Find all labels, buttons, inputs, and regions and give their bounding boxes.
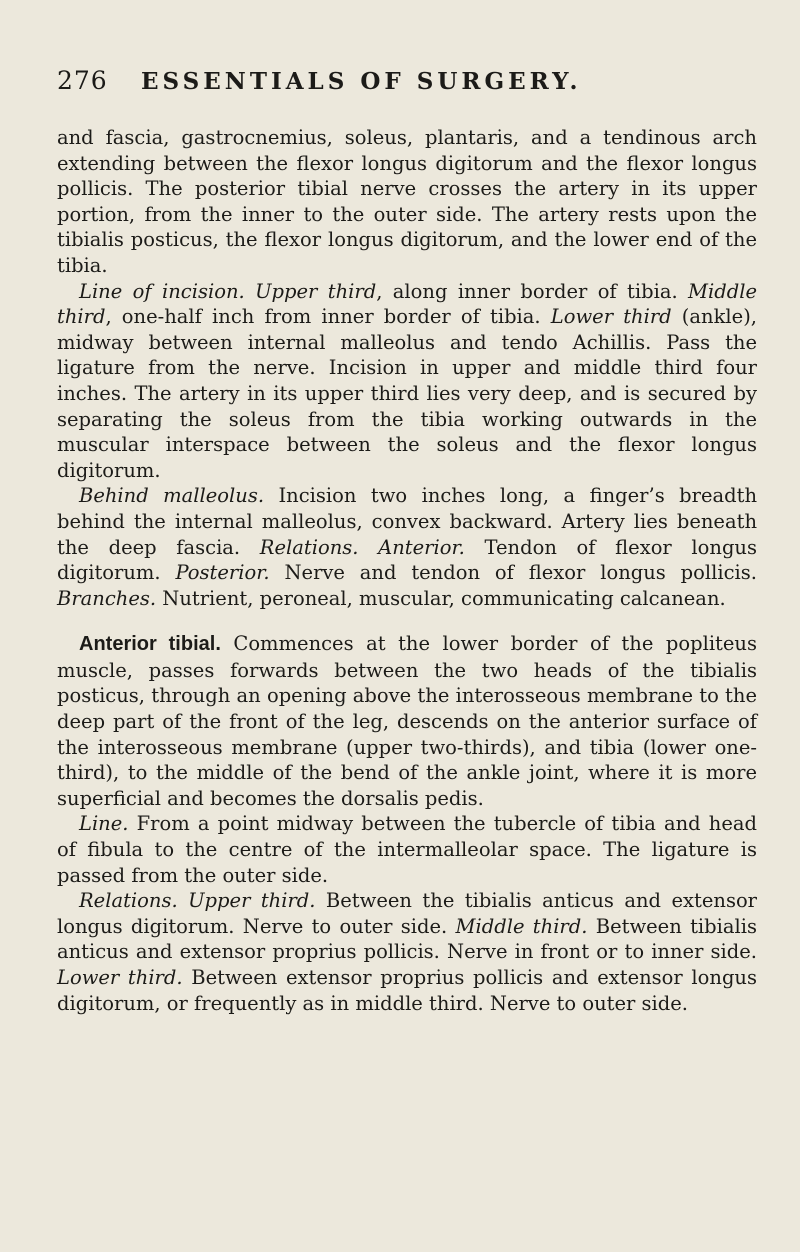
label-middle-third: Middle third [57,279,757,329]
paragraph-behind-malleolus [57,483,757,611]
page-number: 276 [57,66,108,95]
label-relations: Relations. [259,535,359,559]
text-line: From a point midway between the tubercle of tibia and head of fibula to the centre of the intermalleolar space. The ligature is passed from the outer side. [57,812,757,887]
text-anterior: Tendon of flexor longus digitorum. [57,535,757,585]
label-branches: Branches. [57,586,157,610]
text-lower-third: (ankle), midway between internal malleolus and tendo Achillis. Pass the ligature from the nerve. Incision in upper and middle third four inches. The artery in its upper third lies very deep, and is secured by separating the soleus from the tibia working outwards in the muscular interspace between the soleus and the flexor longus digitorum. [57,305,758,482]
text-behind-malleolus: Incision two inches long, a finger’s breadth behind the internal malleolus, convex backward. Artery lies beneath the deep fascia. [57,484,757,559]
label-behind-malleolus: Behind malleolus. [79,484,265,508]
label-middle-third-2: Middle third. [455,914,588,938]
text-upper-third-2: Between the tibialis anticus and extensor longus digitorum. Nerve to outer side. [57,889,758,938]
text-anterior-tibial: Commences at the lower border of the popliteus muscle, passes forwards between the two heads of the tibialis posticus, through an opening above the interosseous membrane to the deep part of the front of the leg, descends on the anterior surface of the interosseous membrane (upper two-thirds), and tibia (lower one-third), to the middle of the bend of the ankle joint, where it is more superficial and becomes the dorsalis pedis. [57,632,758,810]
text-posterior: Nerve and tendon of flexor longus pollicis. [269,561,757,585]
paragraph-anterior-tibial [57,631,757,811]
text-upper-third: , along inner border of tibia. [376,279,689,303]
running-head: ESSENTIALS OF SURGERY. [141,68,582,95]
label-anterior: Anterior. [378,535,465,559]
label-line: Line. [79,812,129,836]
paragraph-line [57,811,757,888]
section-heading-anterior-tibial: Anterior tibial. [79,633,221,656]
paragraph-line-of-incision [57,279,757,484]
page-header [57,66,757,95]
label-relations-2: Relations. [79,889,178,913]
label-posterior: Posterior. [175,561,270,585]
label-lower-third-2: Lower third. [57,966,183,989]
paragraph-relations [57,888,757,1016]
label-lower-third: Lower third [550,305,672,329]
text-middle-third-2: Between tibialis anticus and extensor proprius pollicis. Nerve in front or to inner side. [57,914,757,964]
paragraph-continuation: and fascia, gastrocnemius, soleus, plantaris, and a tendinous arch extending between the flexor longus digitorum and the flexor longus pollicis. The posterior tibial nerve crosses the artery in its upper portion, from the inner to the outer side. The artery rests upon the tibialis posticus, the flexor longus digitorum, and the lower end of the tibia. [57,126,757,277]
text-middle-third: , one-half inch from inner border of tibia. [105,305,551,329]
text-branches: Nutrient, peroneal, muscular, communicating calcanean. [156,586,726,610]
text-lower-third-2: Between extensor proprius pollicis and extensor longus digitorum, or frequently as in middle third. Nerve to outer side. [57,966,758,1015]
label-line-of-incision: Line of incision. [79,279,245,303]
label-upper-third-2: Upper third. [188,889,316,913]
page-body [57,125,757,1016]
label-upper-third: Upper third [255,279,377,303]
